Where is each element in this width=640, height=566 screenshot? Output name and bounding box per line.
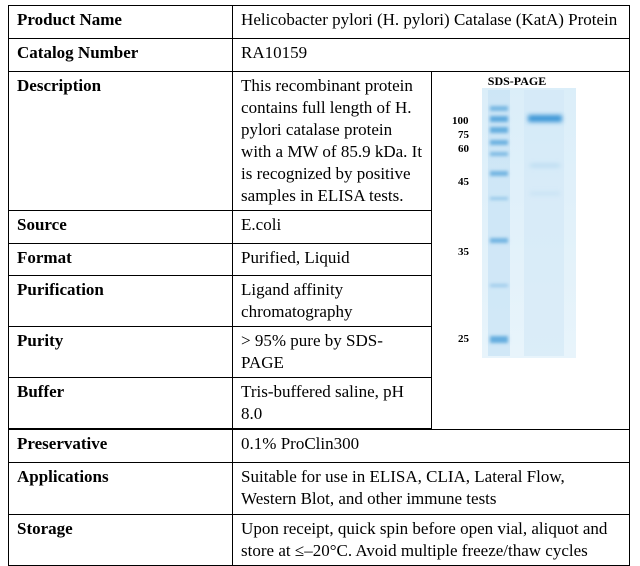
ladder-band-75 — [490, 127, 508, 133]
row-value: This recombinant protein contains full length of H. pylori catalase protein with a MW of 85.9 kDa. It is recognized by positive samples in ELISA tests. — [233, 72, 431, 211]
row-value: > 95% pure by SDS-PAGE — [233, 327, 431, 378]
ladder-band-35 — [490, 238, 508, 243]
row-key: Purification — [9, 276, 233, 327]
ladder-band — [490, 152, 508, 156]
row-key: Storage — [9, 515, 233, 566]
row-value: E.coli — [233, 211, 431, 244]
row-value: Helicobacter pylori (H. pylori) Catalase (KatA) Protein — [233, 6, 630, 39]
row-key: Applications — [9, 463, 233, 515]
product-datasheet — [8, 5, 630, 560]
gel-cell — [431, 72, 629, 430]
row-key: Source — [9, 211, 233, 244]
ladder-band — [490, 284, 508, 287]
row-product-name — [9, 6, 630, 39]
ladder-band-25 — [490, 336, 508, 343]
sample-band-katA — [528, 115, 562, 122]
row-value: Tris-buffered saline, pH 8.0 — [233, 378, 431, 429]
mw-marker-45: 45 — [457, 176, 469, 188]
gel-image — [432, 72, 602, 372]
sample-band-faint — [530, 192, 560, 195]
ladder-band — [490, 106, 508, 111]
row-value: Purified, Liquid — [233, 244, 431, 276]
sds-page-gel — [432, 72, 602, 372]
row-value: Suitable for use in ELISA, CLIA, Lateral Flow, Western Blot, and other immune tests — [233, 463, 630, 515]
spec-table — [8, 5, 630, 566]
mw-marker-60: 60 — [457, 143, 469, 155]
gel-title: SDS-PAGE — [487, 74, 546, 88]
sample-lane — [524, 90, 564, 356]
row-value: RA10159 — [233, 39, 630, 72]
row-key: Description — [9, 72, 233, 211]
row-key: Catalog Number — [9, 39, 233, 72]
mw-marker-25: 25 — [457, 333, 469, 345]
ladder-band — [490, 197, 508, 200]
ladder-band-60 — [490, 140, 508, 145]
mw-marker-75: 75 — [457, 129, 469, 141]
sample-band-faint — [530, 164, 560, 167]
mw-marker-35: 35 — [457, 246, 469, 258]
row-key: Purity — [9, 327, 233, 378]
row-value: 0.1% ProClin300 — [233, 430, 630, 463]
row-storage — [9, 515, 630, 566]
row-key: Preservative — [9, 430, 233, 463]
ladder-band-100 — [490, 116, 508, 122]
row-key: Buffer — [9, 378, 233, 429]
row-description — [9, 72, 630, 211]
row-preservative — [9, 430, 630, 463]
row-key: Format — [9, 244, 233, 276]
row-value: Upon receipt, quick spin before open vial, aliquot and store at ≤–20°C. Avoid multiple freeze/thaw cycles — [233, 515, 630, 566]
row-catalog-number — [9, 39, 630, 72]
mw-marker-100: 100 — [451, 115, 469, 127]
row-key: Product Name — [9, 6, 233, 39]
row-applications — [9, 463, 630, 515]
ladder-band-45 — [490, 171, 508, 176]
row-value: Ligand affinity chromatography — [233, 276, 431, 327]
